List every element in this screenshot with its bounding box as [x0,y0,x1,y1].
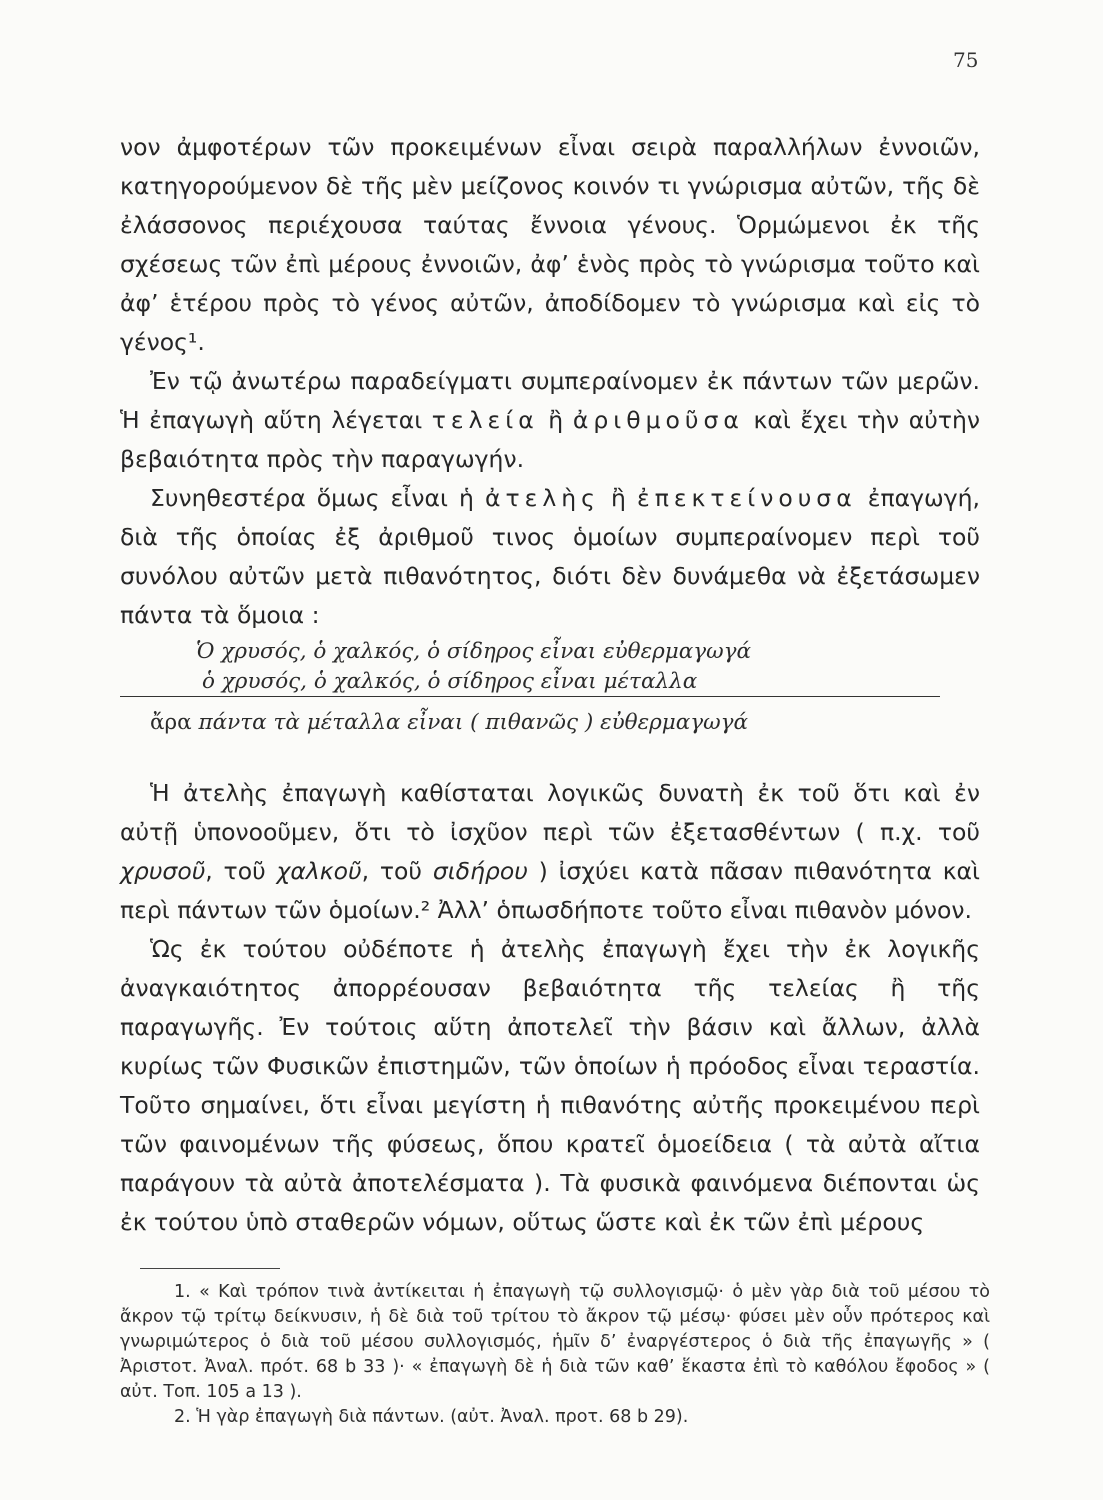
paragraph-1 [120,128,980,362]
footnote-1: 1. « Καὶ τρόπον τινὰ ἀντίκειται ἡ ἐπαγωγὴ τῷ συλλογισμῷ· ὁ μὲν γὰρ διὰ τοῦ μέσου τὸ ἄκρον τῷ τρίτῳ δείκνυσιν, ἡ δὲ διὰ τοῦ τρίτου τὸ ἄκρον τῷ μέσῳ· φύσει μὲν οὖν πρότερος καὶ γνωριμώτερος ὁ διὰ τοῦ μέσου συλλογισμός, ἡμῖν δ’ ἐναργέστερος ὁ διὰ τῆς ἐπαγωγῆς » ( Ἀριστοτ. Ἀναλ. πρότ. 68 b 33 )· « ἐπαγωγὴ δὲ ἡ διὰ τῶν καθ’ ἕκαστα ἐπὶ τὸ καθόλου ἔφοδος » ( αὐτ. Τοπ. 105 a 13 ). [120,1282,990,1402]
term-incomplete: ἀτελὴς [484,484,600,512]
paragraph-3 [120,479,980,635]
term-complete: τελεία [431,406,539,434]
syllogism-divider [120,696,940,697]
body-text-upper [120,128,980,635]
conclusion-part-a: πάντα τὰ μέταλλα εἶναι [198,710,464,735]
paragraph-2-tail: καὶ ἔχει τὴν αὐτὴν βεβαιότητα πρὸς τὴν παραγωγήν. [120,406,981,473]
paragraph-3-conjunction: ἢ [599,484,637,512]
footnote-2: 2. Ἡ γὰρ ἐπαγωγὴ διὰ πάντων. (αὐτ. Ἀναλ. προτ. 68 b 29). [174,1407,689,1427]
paragraph-5-text: Ὡς ἐκ τούτου οὐδέποτε ἡ ἀτελὴς ἐπαγωγὴ ἔχει τὴν ἐκ λογικῆς ἀναγκαιότητος ἀπορρέουσαν βεβαιότητα τῆς τελείας ἢ τῆς παραγωγῆς. Ἐν τούτοις αὕτη ἀποτελεῖ τὴν βάσιν καὶ ἄλλων, ἀλλὰ κυρίως τῶν Φυσικῶν ἐπιστημῶν, τῶν ὁποίων ἡ πρόοδος εἶναι τεραστία. Τοῦτο σημαίνει, ὅτι εἶναι μεγίστη ἡ πιθανότης αὐτῆς προκειμένου περὶ τῶν φαινομένων τῆς φύσεως, ὅπου κρατεῖ ὁμοείδεια ( τὰ αὐτὰ αἴτια παράγουν τὰ αὐτὰ ἀποτελέσματα ). Τὰ φυσικὰ φαινόμενα διέπονται ὡς ἐκ τούτου ὑπὸ σταθερῶν νόμων, οὕτως ὥστε καὶ ἐκ τῶν ἐπὶ μέρους [120,935,980,1236]
term-enumerative: ἀριθμοῦσα [572,406,744,434]
syllogism-premise-1: Ὁ χρυσός, ὁ χαλκός, ὁ σίδηρος εἶναι εὐθερμαγωγά [196,639,752,664]
footnotes [120,1280,990,1430]
paragraph-2-text: Ἐν τῷ ἀνωτέρω παραδείγματι συμπεραίνομεν ἐκ πάντων τῶν μερῶν. Ἡ ἐπαγωγὴ αὕτη λέγεται [120,367,980,434]
paragraph-2 [120,362,980,479]
paragraph-4 [120,774,980,930]
term-extending: ἐπεκτείνουσα [637,484,857,512]
conclusion-prefix: ἄρα [150,710,192,735]
paragraph-2-conjunction: ἢ [538,406,573,434]
syllogism-premise-2: ὁ χρυσός, ὁ χαλκός, ὁ σίδηρος εἶναι μέταλλα [202,669,698,694]
paragraph-5 [120,930,980,1242]
paragraph-3-text: Συνηθεστέρα ὅμως εἶναι ἡ [150,484,485,512]
example-gold: χρυσοῦ [120,857,206,885]
footnote-divider [140,1268,280,1269]
conclusion-part-c: εὐθερμαγωγά [600,710,749,735]
page-number: 75 [953,48,979,72]
conclusion-part-b: ( πιθανῶς ) [470,710,594,735]
paragraph-4-sep-1: , τοῦ [205,857,277,885]
example-copper: χαλκοῦ [276,857,362,885]
syllogism-conclusion [150,710,748,735]
paragraph-4-sep-2: , τοῦ [361,857,433,885]
syllogism-premises [196,637,751,697]
paragraph-3-tail: ἐπαγωγή, διὰ τῆς ὁποίας ἐξ ἀριθμοῦ τινος ὁμοίων συμπεραίνομεν περὶ τοῦ συνόλου αὐτῶν μετὰ πιθανότητος, διότι δὲν δυνάμεθα νὰ ἐξετάσωμεν πάντα τὰ ὅμοια : [120,484,980,629]
body-text-lower [120,774,980,1242]
paragraph-4-tail: ) ἰσχύει κατὰ πᾶσαν πιθανότητα καὶ περὶ πάντων τῶν ὁμοίων.² Ἀλλ’ ὁπωσδήποτε τοῦτο εἶναι πιθανὸν μόνον. [120,857,980,924]
paragraph-1-text: νον ἀμφοτέρων τῶν προκειμένων εἶναι σειρὰ παραλλήλων ἐννοιῶν, κατηγορούμενον δὲ τῆς μὲν μείζονος κοινόν τι γνώρισμα αὐτῶν, τῆς δὲ ἐλάσσονος περιέχουσα ταύτας ἔννοια γένους. Ὁρμώμενοι ἐκ τῆς σχέσεως τῶν ἐπὶ μέρους ἐννοιῶν, ἀφ’ ἑνὸς πρὸς τὸ γνώρισμα τοῦτο καὶ ἀφ’ ἑτέρου πρὸς τὸ γένος αὐτῶν, ἀποδίδομεν τὸ γνώρισμα καὶ εἰς τὸ γένος¹. [120,133,980,356]
example-iron: σιδήρου [432,857,528,885]
paragraph-4-text: Ἡ ἀτελὴς ἐπαγωγὴ καθίσταται λογικῶς δυνατὴ ἐκ τοῦ ὅτι καὶ ἐν αὐτῇ ὑπονοοῦμεν, ὅτι τὸ ἰσχῦον περὶ τῶν ἐξετασθέντων ( π.χ. τοῦ [120,779,980,846]
